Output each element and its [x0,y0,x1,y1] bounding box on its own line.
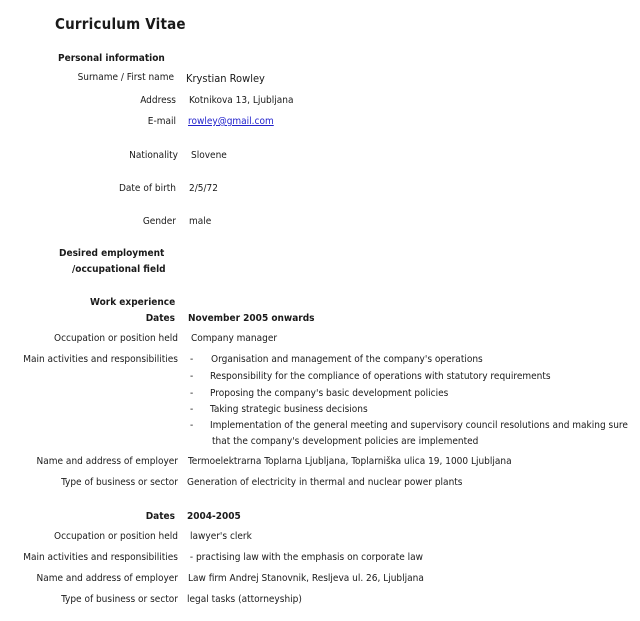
job2-occupation-label: Occupation or position held [54,531,178,542]
job2-activities-label: Main activities and responsibilities [23,552,178,563]
address-label: Address [140,95,176,106]
job2-business-value: legal tasks (attorneyship) [187,594,302,605]
job2-dates-value: 2004-2005 [187,511,241,522]
job1-dates-value: November 2005 onwards [188,313,315,324]
job2-employer-label: Name and address of employer [36,573,178,584]
bullet-mark: - [190,371,194,382]
job2-dates-label: Dates [145,511,175,522]
job1-occupation-value: Company manager [191,333,278,344]
list-item: Implementation of the general meeting and supervisory council resolutions and making sure [210,420,628,431]
job1-activities-label: Main activities and responsibilities [23,354,178,365]
surname-value: Krystian Rowley [186,72,265,85]
gender-value: male [189,216,212,227]
list-item: Organisation and management of the company's operations [211,354,483,365]
list-item: Proposing the company's basic development policies [210,388,449,399]
cv-title: Curriculum Vitae [55,15,186,33]
job2-occupation-value: lawyer's clerk [190,531,252,542]
job1-employer-label: Name and address of employer [36,456,178,467]
nationality-label: Nationality [129,150,178,161]
list-item-continuation: that the company's development policies are implemented [212,436,479,447]
nationality-value: Slovene [191,150,227,161]
job2-business-label: Type of business or sector [61,594,178,605]
desired-employment-heading: Desired employment [59,248,165,259]
job1-business-label: Type of business or sector [61,477,178,488]
email-label: E-mail [147,116,176,127]
job1-dates-label: Dates [145,313,175,324]
surname-label: Surname / First name [77,72,174,83]
job2-activity: - practising law with the emphasis on corporate law [187,552,423,563]
bullet-mark: - [190,388,194,399]
job1-employer-value: Termoelektrarna Toplarna Ljubljana, Toplarniška ulica 19, 1000 Ljubljana [188,456,512,467]
address-value: Kotnikova 13, Ljubljana [189,95,294,106]
gender-label: Gender [142,216,176,227]
job1-business-value: Generation of electricity in thermal and nuclear power plants [187,477,463,488]
job1-occupation-label: Occupation or position held [54,333,178,344]
desired-employment-subheading: /occupational field [72,264,166,275]
bullet-mark: - [190,354,194,365]
personal-info-heading: Personal information [58,53,165,64]
bullet-mark: - [190,420,194,431]
dob-label: Date of birth [118,183,176,194]
work-experience-heading: Work experience [90,297,176,308]
list-item: Responsibility for the compliance of operations with statutory requirements [210,371,551,382]
email-link[interactable]: rowley@gmail.com [188,116,274,127]
bullet-mark: - [190,404,194,415]
list-item: Taking strategic business decisions [210,404,368,415]
dob-value: 2/5/72 [189,183,218,194]
job2-employer-value: Law firm Andrej Stanovnik, Resljeva ul. 26, Ljubljana [188,573,424,584]
